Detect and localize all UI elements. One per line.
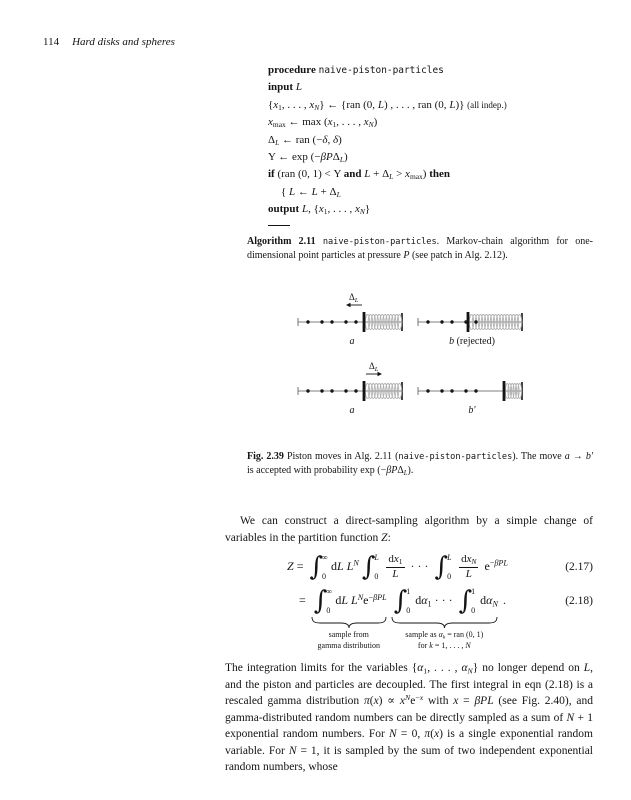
integral-sign: ∫ xyxy=(393,586,408,616)
integral-lower-limit: 0 xyxy=(447,572,452,581)
integral xyxy=(314,586,334,616)
integral-sign: ∫ xyxy=(361,552,376,582)
algorithm-line: $x_{max}$ ← $\max (x_1$, . . . , $x_N$) xyxy=(268,116,378,130)
equation-2-17 xyxy=(225,550,593,584)
integral xyxy=(459,586,479,616)
equation-2-18-tag: (2.18) xyxy=(565,594,593,607)
fraction xyxy=(386,553,404,582)
algorithm-caption: Algorithm 2.11 naive-piston-particles. Markov-chain algorithm for one-dimensional point particles at pressure P (see patch in Alg. 2.12). xyxy=(247,236,593,262)
integral-lower-limit: 0 xyxy=(374,572,379,581)
piston-bar xyxy=(363,312,366,332)
particle-dot xyxy=(450,389,453,392)
piston-bar xyxy=(503,381,506,401)
algorithm-line: {$x_1$, . . . , $x_N$} ← {ran (0, L) , . . . , ran (0, L)} (all indep.) xyxy=(268,98,507,113)
panel-label-a: a xyxy=(349,336,355,347)
algorithm-line: $\Delta_L$ ← ran (−δ, δ) xyxy=(268,133,342,147)
particle-dot xyxy=(440,320,443,323)
figure-row-1-labels xyxy=(296,336,528,347)
algorithm-line: output L, {$x_1$, . . . , $x_N$} xyxy=(268,203,371,217)
underbrace xyxy=(391,617,498,629)
equation-2-18 xyxy=(225,584,593,651)
particle-dot xyxy=(354,320,357,323)
figure-caption: Fig. 2.39 Piston moves in Alg. 2.11 (naive-piston-particles). The move a → b′ is accepted with probability exp (−βPΔ$_L$). xyxy=(247,451,594,478)
paragraph-main: The integration limits for the variables {$\alpha_1$, . . . , $\alpha_N$} no longer depend on L, and the piston and particles are decoupled. The first integral in eqn (2.18) is a rescaled gamma distribution $\pi(x) \propto x^Ne^{-x}$ with x = βPL (see Fig. 2.40), and gamma-distributed random numbers can be directly sampled as a sum of N + 1 exponential random numbers. For N = 0, π(x) is a single exponential random variable. For N = 1, it is sampled by the sum of two independent exponential random numbers, whose xyxy=(225,662,594,773)
integral-lower-limit: 0 xyxy=(406,606,411,615)
equation-2-18-content: = ∫ ∞ 0 dL $L^Ne^{-\beta PL}$ sample from gamma distribution ∫ 1 0 $d\alpha_1$ · · · ∫ 1 0 $d\alpha_N$ sample as $\alpha_k$ = ran (0, 1) for k = 1, . . . , N . xyxy=(299,586,506,651)
body-text-column xyxy=(225,513,593,776)
integral xyxy=(394,586,414,616)
page-header xyxy=(43,36,175,48)
piston-panel-b-prime xyxy=(416,361,528,405)
paragraph-intro: We can construct a direct-sampling algorithm by a simple change of variables in the partition function Z: xyxy=(225,515,593,544)
integral-sign: ∫ xyxy=(434,552,449,582)
fraction-denominator: L xyxy=(392,567,399,580)
equation-2-17-tag: (2.17) xyxy=(565,560,593,573)
particle-dot xyxy=(344,320,347,323)
integral-upper-limit: 1 xyxy=(471,587,476,596)
integral-upper-limit: 1 xyxy=(406,587,411,596)
integral xyxy=(435,552,455,582)
panel-label-b-rejected: b (rejected) xyxy=(449,336,495,347)
delta-label: $\Delta_L$ xyxy=(369,361,379,373)
particle-dot xyxy=(474,389,477,392)
page-number: 114 xyxy=(43,36,60,48)
particle-dot xyxy=(320,389,323,392)
integral xyxy=(362,552,382,582)
fraction-numerator: $dx_1$ xyxy=(388,552,403,566)
integral-upper-limit: ∞ xyxy=(322,553,328,562)
piston-bar xyxy=(363,381,366,401)
integral-lower-limit: 0 xyxy=(322,572,327,581)
particle-dot xyxy=(330,389,333,392)
underbraced-group: ∫ ∞ 0 dL $L^Ne^{-\beta PL}$ sample from gamma distribution xyxy=(311,586,387,616)
figure-row-1 xyxy=(296,292,528,336)
integral-upper-limit: ∞ xyxy=(326,587,333,596)
particle-dot xyxy=(426,389,429,392)
piston-panel-b-rejected xyxy=(416,292,528,336)
fraction xyxy=(459,553,478,582)
delta-arrow-head xyxy=(346,303,351,307)
integral-sign: ∫ xyxy=(458,586,473,616)
panel-label-a: a xyxy=(349,405,355,416)
underbrace-label: sample as $\alpha_k$ = ran (0, 1) for k = 1, . . . , N xyxy=(405,630,484,651)
particle-dot xyxy=(306,320,309,323)
integral xyxy=(309,552,329,582)
particle-dot xyxy=(474,320,477,323)
panel-label-b-prime: b′ xyxy=(468,405,476,416)
particle-dot xyxy=(450,320,453,323)
integral-sign: ∫ xyxy=(309,552,324,582)
underbrace xyxy=(311,617,387,629)
algorithm-line: Υ ← exp (−βPΔ$_L$) xyxy=(268,151,348,165)
figure-2-39 xyxy=(296,292,528,430)
piston-panel-a-right-move xyxy=(296,361,408,405)
particle-dot xyxy=(330,320,333,323)
figure-row-2 xyxy=(296,361,528,405)
fraction-numerator: $dx_N$ xyxy=(461,552,477,566)
particle-dot xyxy=(464,389,467,392)
integral-upper-limit: L xyxy=(374,553,379,562)
algorithm-line: if (ran (0, 1) < Υ and $L + \Delta_L > x_{max}$) then xyxy=(268,168,450,182)
particle-dot xyxy=(426,320,429,323)
equations-block xyxy=(225,550,593,651)
delta-label: $\Delta_L$ xyxy=(349,292,359,304)
algorithm-end-rule xyxy=(268,225,290,226)
piston-panel-a-left-move xyxy=(296,292,408,336)
particle-dot xyxy=(440,389,443,392)
equation-2-17-content: Z = ∫ ∞ 0 dL $L^N$ ∫ L 0 $\frac{dx_1}{L}$ · · · ∫ L 0 $\frac{dx_N}{L}$ $e^{-\beta PL}$ xyxy=(287,552,508,582)
particle-dot xyxy=(306,389,309,392)
underbrace-label: sample from gamma distribution xyxy=(317,630,380,650)
algorithm-line: { L ← $L + \Delta_L$ xyxy=(281,185,341,200)
integral-lower-limit: 0 xyxy=(471,606,476,615)
integral-sign: ∫ xyxy=(313,586,328,616)
integral-lower-limit: 0 xyxy=(326,606,331,615)
fraction-denominator: L xyxy=(465,567,472,580)
algorithm-2-11 xyxy=(268,62,507,226)
algorithm-line: procedure naive-piston-particles xyxy=(268,64,444,76)
particle-dot xyxy=(344,389,347,392)
particle-dot xyxy=(320,320,323,323)
integral-upper-limit: L xyxy=(447,553,452,562)
particle-dot xyxy=(354,389,357,392)
algorithm-line: input L xyxy=(268,81,302,94)
underbraced-group: ∫ 1 0 $d\alpha_1$ · · · ∫ 1 0 $d\alpha_N$ sample as $\alpha_k$ = ran (0, 1) for k = 1, . . . , N xyxy=(391,586,498,616)
figure-row-2-labels xyxy=(296,405,528,416)
running-head: Hard disks and spheres xyxy=(72,36,175,48)
particle-dot xyxy=(464,320,467,323)
